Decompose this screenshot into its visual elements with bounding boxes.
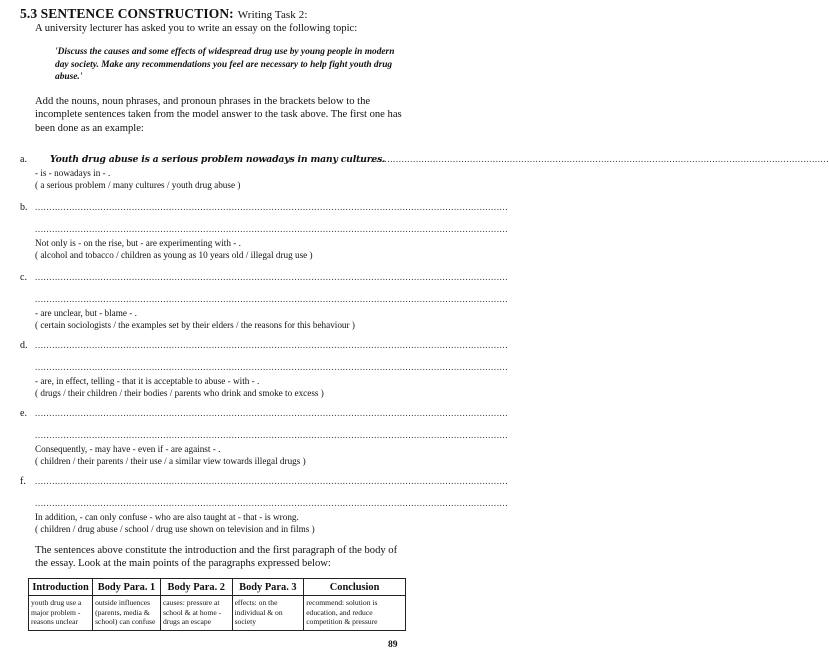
word-list-a: ( a serious problem / many cultures / youth drug abuse ) [35, 180, 241, 190]
intro-text: A university lecturer has asked you to write an essay on the following topic: [35, 23, 358, 34]
word-list-c: ( certain sociologists / the examples set by their elders / the reasons for this behaviour ) [35, 320, 355, 330]
answer-line-end: ...................................................................................................................................................................... [356, 154, 829, 164]
table-row [29, 596, 406, 631]
section-heading [20, 6, 308, 22]
answer-line-f1[interactable]: ...................................................................................................................................................................... [35, 476, 509, 486]
main-points-table [28, 578, 406, 631]
sentence-frame-e: Consequently, - may have - even if - are against - . [35, 444, 221, 454]
answer-line-c2[interactable]: ...................................................................................................................................................................... [35, 294, 509, 304]
word-list-b: ( alcohol and tobacco / children as young as 10 years old / illegal drug use ) [35, 250, 313, 260]
table-cell-introduction: youth drug use a major problem - reasons unclear [29, 596, 93, 631]
word-list-f: ( children / drug abuse / school / drug use shown on television and in films ) [35, 524, 315, 534]
sentence-frame-f: In addition, - can only confuse - who are also taught at - that - is wrong. [35, 512, 299, 522]
item-letter-d: d. [20, 340, 28, 351]
column-header-introduction: Introduction [29, 579, 93, 596]
item-letter-e: e. [20, 408, 27, 419]
answer-line-d1[interactable]: ...................................................................................................................................................................... [35, 340, 509, 350]
answer-line-b1[interactable]: ...................................................................................................................................................................... [35, 202, 509, 212]
answer-line-e2[interactable]: ...................................................................................................................................................................... [35, 430, 509, 440]
answer-line-d2[interactable]: ...................................................................................................................................................................... [35, 362, 509, 372]
summary-text: The sentences above constitute the introduction and the first paragraph of the body of the essay. Look at the main points of the paragraphs expressed below: [35, 545, 398, 570]
table-cell-body-para-2: causes: pressure at school & at home - drugs an escape [160, 596, 232, 631]
answer-line-b2[interactable]: ...................................................................................................................................................................... [35, 224, 509, 234]
answer-line-c1[interactable]: ...................................................................................................................................................................... [35, 272, 509, 282]
word-list-e: ( children / their parents / their use / a similar view towards illegal drugs ) [35, 456, 306, 466]
table-cell-body-para-1: outside influences (parents, media & school) can confuse [93, 596, 161, 631]
table-cell-body-para-3: effects: on the individual & on society [232, 596, 304, 631]
column-header-body-para-2: Body Para. 2 [160, 579, 232, 596]
sentence-frame-d: - are, in effect, telling - that it is acceptable to abuse - with - . [35, 376, 260, 386]
item-letter-f: f. [20, 476, 26, 487]
table-cell-conclusion: recommend: solution is education, and reduce competition & pressure [304, 596, 406, 631]
answer-line-e1[interactable]: ...................................................................................................................................................................... [35, 408, 509, 418]
instructions: Add the nouns, noun phrases, and pronoun phrases in the brackets below to the incomplete sentences taken from the model answer to the task above. The first one has been done as an example: [35, 96, 402, 134]
section-title: 5.3 SENTENCE CONSTRUCTION: [20, 6, 234, 21]
column-header-body-para-3: Body Para. 3 [232, 579, 304, 596]
item-letter-c: c. [20, 272, 27, 283]
column-header-body-para-1: Body Para. 1 [93, 579, 161, 596]
handwritten-answer: Youth drug abuse is a serious problem nowadays in many cultures. [50, 154, 386, 165]
word-list-d: ( drugs / their children / their bodies / parents who drink and smoke to excess ) [35, 388, 324, 398]
sentence-frame-c: - are unclear, but - blame - . [35, 308, 137, 318]
essay-topic: 'Discuss the causes and some effects of widespread drug use by young people in modern day society. Make any recommendations you feel are necessary to help fight youth drug abuse.' [55, 47, 395, 82]
item-letter-b: b. [20, 202, 28, 213]
item-letter-a: a. [20, 154, 27, 165]
sentence-frame-b: Not only is - on the rise, but - are experimenting with - . [35, 238, 241, 248]
table-header-row [29, 579, 406, 596]
column-header-conclusion: Conclusion [304, 579, 406, 596]
page-number: 89 [388, 640, 398, 650]
task-label: Writing Task 2: [237, 9, 308, 21]
answer-line-f2[interactable]: ...................................................................................................................................................................... [35, 498, 509, 508]
sentence-frame-a: - is - nowadays in - . [35, 168, 111, 178]
